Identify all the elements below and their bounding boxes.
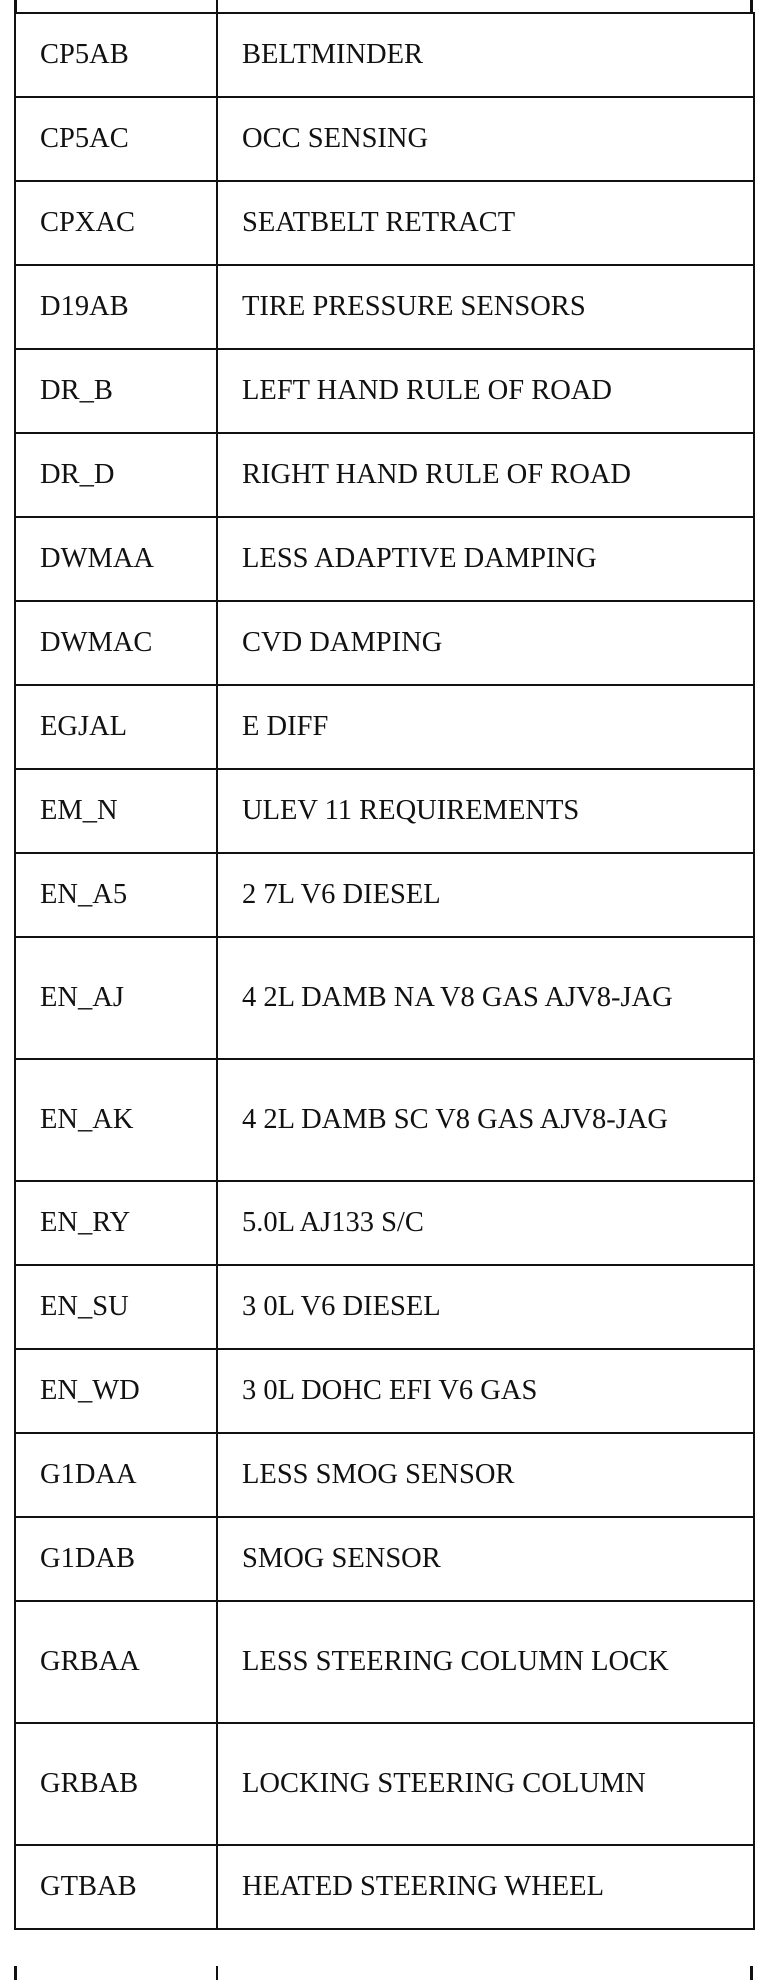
table-row — [15, 1059, 754, 1181]
table-row — [15, 1181, 754, 1265]
option-code-cell: EN_WD — [15, 1349, 217, 1433]
option-description-cell: 4 2L DAMB SC V8 GAS AJV8-JAG — [217, 1059, 754, 1181]
option-code-cell: GRBAA — [15, 1601, 217, 1723]
option-code-cell: EM_N — [15, 769, 217, 853]
option-description-cell: LOCKING STEERING COLUMN — [217, 1723, 754, 1845]
option-description-cell: 2 7L V6 DIESEL — [217, 853, 754, 937]
table-row — [15, 1601, 754, 1723]
table-row — [15, 265, 754, 349]
option-code-cell: EN_RY — [15, 1181, 217, 1265]
option-code-cell: EN_A5 — [15, 853, 217, 937]
option-description-cell: ULEV 11 REQUIREMENTS — [217, 769, 754, 853]
option-description-cell: 3 0L DOHC EFI V6 GAS — [217, 1349, 754, 1433]
table-row — [15, 1349, 754, 1433]
option-code-cell: CP5AB — [15, 13, 217, 97]
option-description-cell: CVD DAMPING — [217, 601, 754, 685]
table-row — [15, 769, 754, 853]
table-border-bottom-right — [750, 1966, 753, 1980]
option-code-table — [14, 12, 755, 1930]
table-row — [15, 181, 754, 265]
option-code-cell: D19AB — [15, 265, 217, 349]
option-code-cell: EN_SU — [15, 1265, 217, 1349]
option-code-cell: EN_AK — [15, 1059, 217, 1181]
option-description-cell: LESS STEERING COLUMN LOCK — [217, 1601, 754, 1723]
table-row — [15, 685, 754, 769]
option-code-cell: DR_D — [15, 433, 217, 517]
table-border-top-left — [14, 0, 17, 12]
table-row — [15, 1433, 754, 1517]
option-description-cell: HEATED STEERING WHEEL — [217, 1845, 754, 1929]
option-description-cell: E DIFF — [217, 685, 754, 769]
option-description-cell: 3 0L V6 DIESEL — [217, 1265, 754, 1349]
option-description-cell: LEFT HAND RULE OF ROAD — [217, 349, 754, 433]
option-code-cell: DR_B — [15, 349, 217, 433]
option-description-cell: SMOG SENSOR — [217, 1517, 754, 1601]
option-code-cell: EGJAL — [15, 685, 217, 769]
option-description-cell: RIGHT HAND RULE OF ROAD — [217, 433, 754, 517]
option-description-cell: SEATBELT RETRACT — [217, 181, 754, 265]
table-row — [15, 1517, 754, 1601]
table-row — [15, 433, 754, 517]
table-border-top-right — [750, 0, 753, 12]
option-code-cell: CP5AC — [15, 97, 217, 181]
option-description-cell: OCC SENSING — [217, 97, 754, 181]
option-description-cell: TIRE PRESSURE SENSORS — [217, 265, 754, 349]
option-code-cell: G1DAA — [15, 1433, 217, 1517]
table-border-top-middle — [216, 0, 218, 12]
table-row — [15, 349, 754, 433]
table-border-bottom-middle — [216, 1966, 218, 1980]
table-row — [15, 1265, 754, 1349]
option-code-cell: GTBAB — [15, 1845, 217, 1929]
table-row — [15, 853, 754, 937]
table-border-bottom-left — [14, 1966, 17, 1980]
option-description-cell: LESS ADAPTIVE DAMPING — [217, 517, 754, 601]
table-row — [15, 601, 754, 685]
table-row — [15, 937, 754, 1059]
table-row — [15, 1723, 754, 1845]
option-description-cell: 5.0L AJ133 S/C — [217, 1181, 754, 1265]
option-description-cell: 4 2L DAMB NA V8 GAS AJV8-JAG — [217, 937, 754, 1059]
option-description-cell: BELTMINDER — [217, 13, 754, 97]
option-code-cell: EN_AJ — [15, 937, 217, 1059]
table-row — [15, 13, 754, 97]
table-row — [15, 97, 754, 181]
option-code-cell: DWMAC — [15, 601, 217, 685]
table-row — [15, 1845, 754, 1929]
option-code-cell: CPXAC — [15, 181, 217, 265]
table-row — [15, 517, 754, 601]
option-code-cell: G1DAB — [15, 1517, 217, 1601]
option-code-cell: DWMAA — [15, 517, 217, 601]
option-code-cell: GRBAB — [15, 1723, 217, 1845]
option-description-cell: LESS SMOG SENSOR — [217, 1433, 754, 1517]
